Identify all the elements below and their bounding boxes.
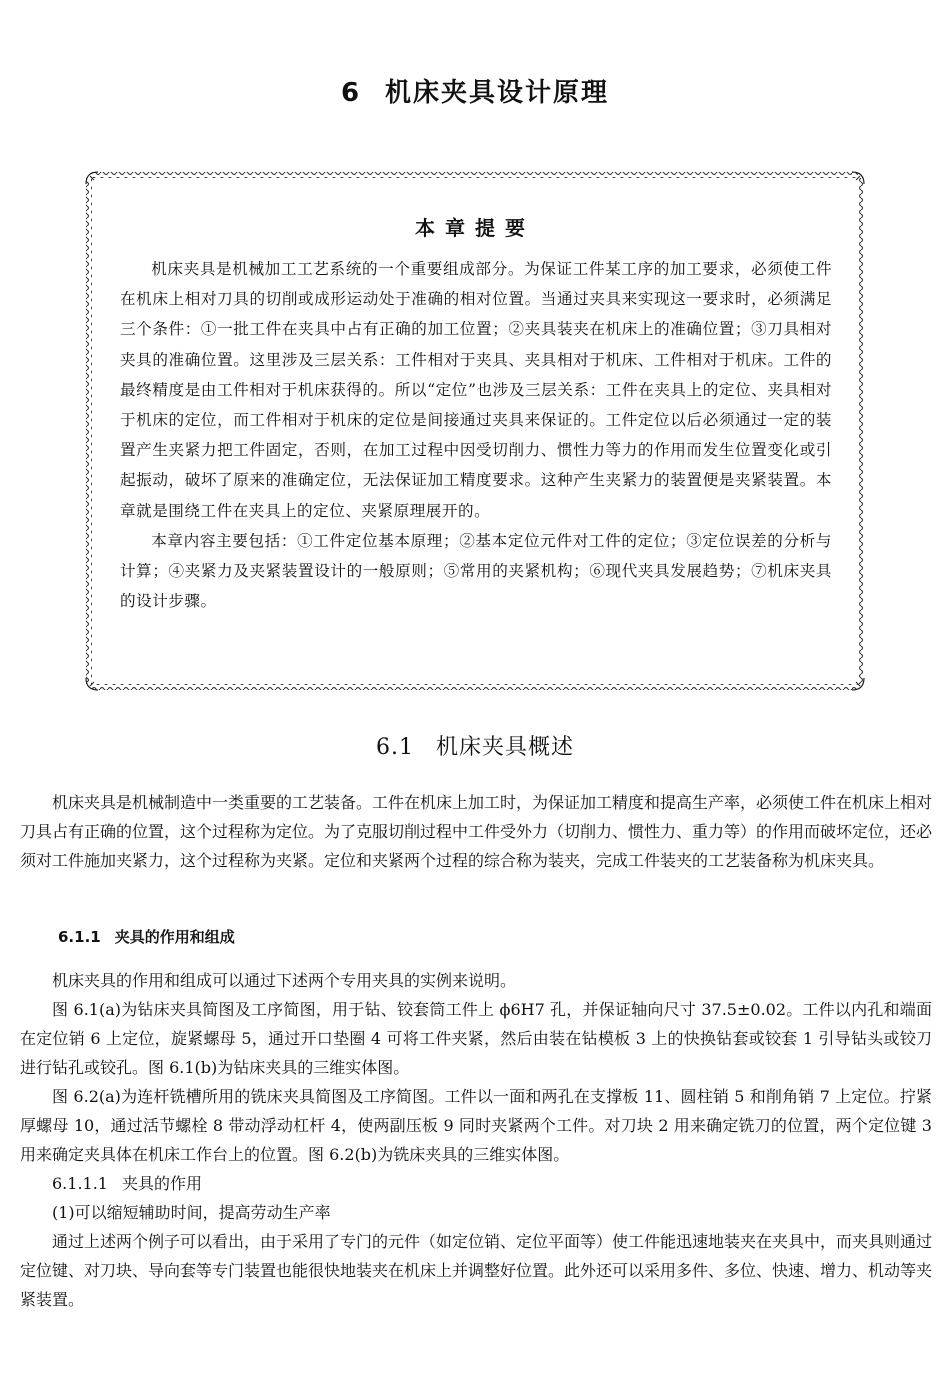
- summary-body: [120, 254, 832, 616]
- minor-heading-title: 夹具的作用: [121, 1174, 202, 1193]
- minor-heading: [20, 1169, 932, 1198]
- subsection-number: 6.1.1: [58, 928, 101, 946]
- section-intro: [20, 788, 932, 875]
- body-paragraph: 图 6.1(a)为钻床夹具简图及工序简图，用于钻、铰套筒工件上 ϕ6H7 孔，并保证轴向尺寸 37.5±0.02。工件以内孔和端面在定位销 6 上定位，旋紧螺母 5，通过开口垫圈 4 可将工件夹紧，然后由装在钻模板 3 上的快换钻套或铰套 1 引导钻头或铰刀进行钻孔或铰孔。图 6.1(b)为钻床夹具的三维实体图。: [20, 1000, 932, 1077]
- summary-title: 本章提要: [415, 216, 535, 240]
- minor-heading-number: 6.1.1.1: [52, 1174, 108, 1193]
- chapter-title-text: 机床夹具设计原理: [385, 78, 610, 108]
- subsection-heading: [58, 926, 235, 947]
- body-paragraph: 图 6.2(a)为连杆铣槽所用的铣床夹具简图及工序简图。工件以一面和两孔在支撑板 11、圆柱销 5 和削角销 7 上定位。拧紧厚螺母 10，通过活节螺栓 8 带动浮动杠杆 4，使两副压板 9 同时夹紧两个工件。对刀块 2 用来确定铣刀的位置，两个定位键 3 用来确定夹具体在机床工作台上的位置。图 6.2(b)为铣床夹具的三维实体图。: [20, 1087, 932, 1164]
- chapter-number: 6: [340, 78, 362, 108]
- chapter-summary-box: [84, 170, 866, 692]
- section-title-text: 机床夹具概述: [435, 735, 574, 760]
- subsection-title: 夹具的作用和组成: [114, 928, 235, 946]
- body-paragraph: 机床夹具的作用和组成可以通过下述两个专用夹具的实例来说明。: [52, 971, 517, 990]
- body-paragraph: 机床夹具是机械制造中一类重要的工艺装备。工件在机床上加工时，为保证加工精度和提高生产率，必须使工件在机床上相对刀具占有正确的位置，这个过程称为定位。为了克服切削过程中工件受外力（切削力、惯性力、重力等）的作用而破坏定位，还必须对工件施加夹紧力，这个过程称为夹紧。定位和夹紧两个过程的综合称为装夹，完成工件装夹的工艺装备称为机床夹具。: [20, 793, 933, 870]
- subsection-body: [20, 966, 932, 1314]
- body-paragraph: 通过上述两个例子可以看出，由于采用了专门的元件（如定位销、定位平面等）使工件能迅速地装夹在夹具中，而夹具则通过定位键、对刀块、导向套等专门装置也能很快地装夹在机床上并调整好位置。此外还可以采用多件、多位、快速、增力、机动等夹紧装置。: [20, 1232, 933, 1309]
- list-item: (1)可以缩短辅助时间，提高劳动生产率: [52, 1203, 331, 1222]
- section-number: 6.1: [375, 735, 414, 760]
- chapter-title: [0, 72, 950, 109]
- summary-paragraph: 机床夹具是机械加工工艺系统的一个重要组成部分。为保证工件某工序的加工要求，必须使工件在机床上相对刀具的切削或成形运动处于准确的相对位置。当通过夹具来实现这一要求时，必须满足三个条件：①一批工件在夹具中占有正确的加工位置；②夹具装夹在机床上的准确位置；③刀具相对夹具的准确位置。这里涉及三层关系：工件相对于夹具、夹具相对于机床、工件相对于机床。工件的最终精度是由工件相对于机床获得的。所以“定位”也涉及三层关系：工件在夹具上的定位、夹具相对于机床的定位，而工件相对于机床的定位是间接通过夹具来保证的。工件定位以后必须通过一定的装置产生夹紧力把工件固定，否则，在加工过程中因受切削力、惯性力等力的作用而发生位置变化或引起振动，破坏了原来的准确定位，无法保证加工精度要求。这种产生夹紧力的装置便是夹紧装置。本章就是围绕工件在夹具上的定位、夹紧原理展开的。: [120, 260, 832, 520]
- summary-paragraph: 本章内容主要包括：①工件定位基本原理；②基本定位元件对工件的定位；③定位误差的分析与计算；④夹紧力及夹紧装置设计的一般原则；⑤常用的夹紧机构；⑥现代夹具发展趋势；⑦机床夹具的设计步骤。: [120, 531, 832, 611]
- section-title: [0, 730, 950, 761]
